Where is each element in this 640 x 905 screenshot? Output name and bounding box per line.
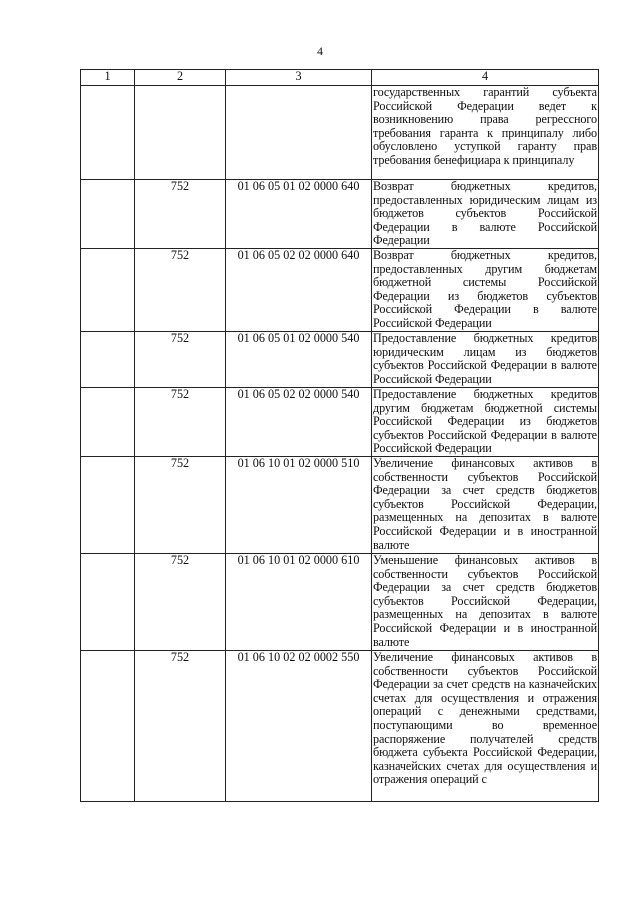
admin-code-cell: 752 bbox=[135, 180, 226, 249]
table-row bbox=[81, 332, 599, 388]
table-row bbox=[81, 457, 599, 554]
description-cell: Возврат бюджетных кредитов, предоставленных другим бюджетам бюджетной системы Российской Федерации из бюджетов субъектов Российской Федерации в валюте Российской Федерации bbox=[373, 248, 597, 330]
header-col-3: 3 bbox=[226, 70, 372, 86]
budget-code-cell: 01 06 10 01 02 0000 610 bbox=[226, 554, 372, 651]
row-number-cell bbox=[81, 651, 135, 802]
header-col-4: 4 bbox=[372, 70, 599, 86]
admin-code-cell: 752 bbox=[135, 249, 226, 332]
header-col-1: 1 bbox=[81, 70, 135, 86]
admin-code-cell: 752 bbox=[135, 388, 226, 457]
admin-code-cell: 752 bbox=[135, 651, 226, 802]
description-cell: Возврат бюджетных кредитов, предоставленных юридическим лицам из бюджетов субъектов Российской Федерации в валюте Российской Федерации bbox=[373, 179, 597, 248]
table-row bbox=[81, 249, 599, 332]
budget-code-cell: 01 06 05 02 02 0000 640 bbox=[226, 249, 372, 332]
table-row bbox=[81, 180, 599, 249]
table-row bbox=[81, 388, 599, 457]
header-col-2: 2 bbox=[135, 70, 226, 86]
description-cell: Уменьшение финансовых активов в собственности субъектов Российской Федерации за счет средств бюджетов субъектов Российской Федерации, размещенных на депозитах в валюте Российской Федерации и в иностранной валюте bbox=[373, 553, 597, 649]
table-header-row bbox=[81, 70, 599, 86]
description-cell: Предоставление бюджетных кредитов юридическим лицам из бюджетов субъектов Российской Федерации в валюте Российской Федерации bbox=[373, 331, 597, 386]
description-cell: государственных гарантий субъекта Российской Федерации ведет к возникновению права регрессного требования гаранта к принципалу либо обусловлено уступкой гаранту прав требования бенефициара к принципалу bbox=[372, 86, 599, 180]
page-number: 4 bbox=[317, 44, 323, 58]
budget-code-cell: 01 06 10 01 02 0000 510 bbox=[226, 457, 372, 554]
admin-code-cell: 752 bbox=[135, 332, 226, 388]
row-number-cell bbox=[81, 332, 135, 388]
admin-code-cell: 752 bbox=[135, 457, 226, 554]
row-number-cell bbox=[81, 249, 135, 332]
row-number-cell bbox=[81, 554, 135, 651]
budget-code-cell: 01 06 10 02 02 0002 550 bbox=[226, 651, 372, 802]
budget-code-cell bbox=[226, 86, 372, 180]
table-row bbox=[81, 651, 599, 802]
row-number-cell bbox=[81, 388, 135, 457]
row-number-cell bbox=[81, 86, 135, 180]
description-cell: Увеличение финансовых активов в собственности субъектов Российской Федерации за счет средств на казначейских счетах для осуществления и отражения операций с денежными средствами, поступающими во временное распоряжение получателей средств бюджета субъекта Российской Федерации, казначейских счетах для осуществления и отражения операций с bbox=[372, 651, 599, 802]
admin-code-cell: 752 bbox=[135, 554, 226, 651]
budget-code-cell: 01 06 05 01 02 0000 640 bbox=[226, 180, 372, 249]
admin-code-cell bbox=[135, 86, 226, 180]
description-cell: Увеличение финансовых активов в собственности субъектов Российской Федерации за счет средств бюджетов субъектов Российской Федерации, размещенных на депозитах в валюте Российской Федерации и в иностранной валюте bbox=[373, 456, 597, 552]
table-row bbox=[81, 86, 599, 180]
row-number-cell bbox=[81, 180, 135, 249]
budget-code-cell: 01 06 05 01 02 0000 540 bbox=[226, 332, 372, 388]
table-row bbox=[81, 554, 599, 651]
row-number-cell bbox=[81, 457, 135, 554]
budget-classification-table bbox=[80, 69, 599, 802]
budget-code-cell: 01 06 05 02 02 0000 540 bbox=[226, 388, 372, 457]
description-cell: Предоставление бюджетных кредитов другим бюджетам бюджетной системы Российской Федерации из бюджетов субъектов Российской Федерации в валюте Российской Федерации bbox=[373, 387, 597, 456]
